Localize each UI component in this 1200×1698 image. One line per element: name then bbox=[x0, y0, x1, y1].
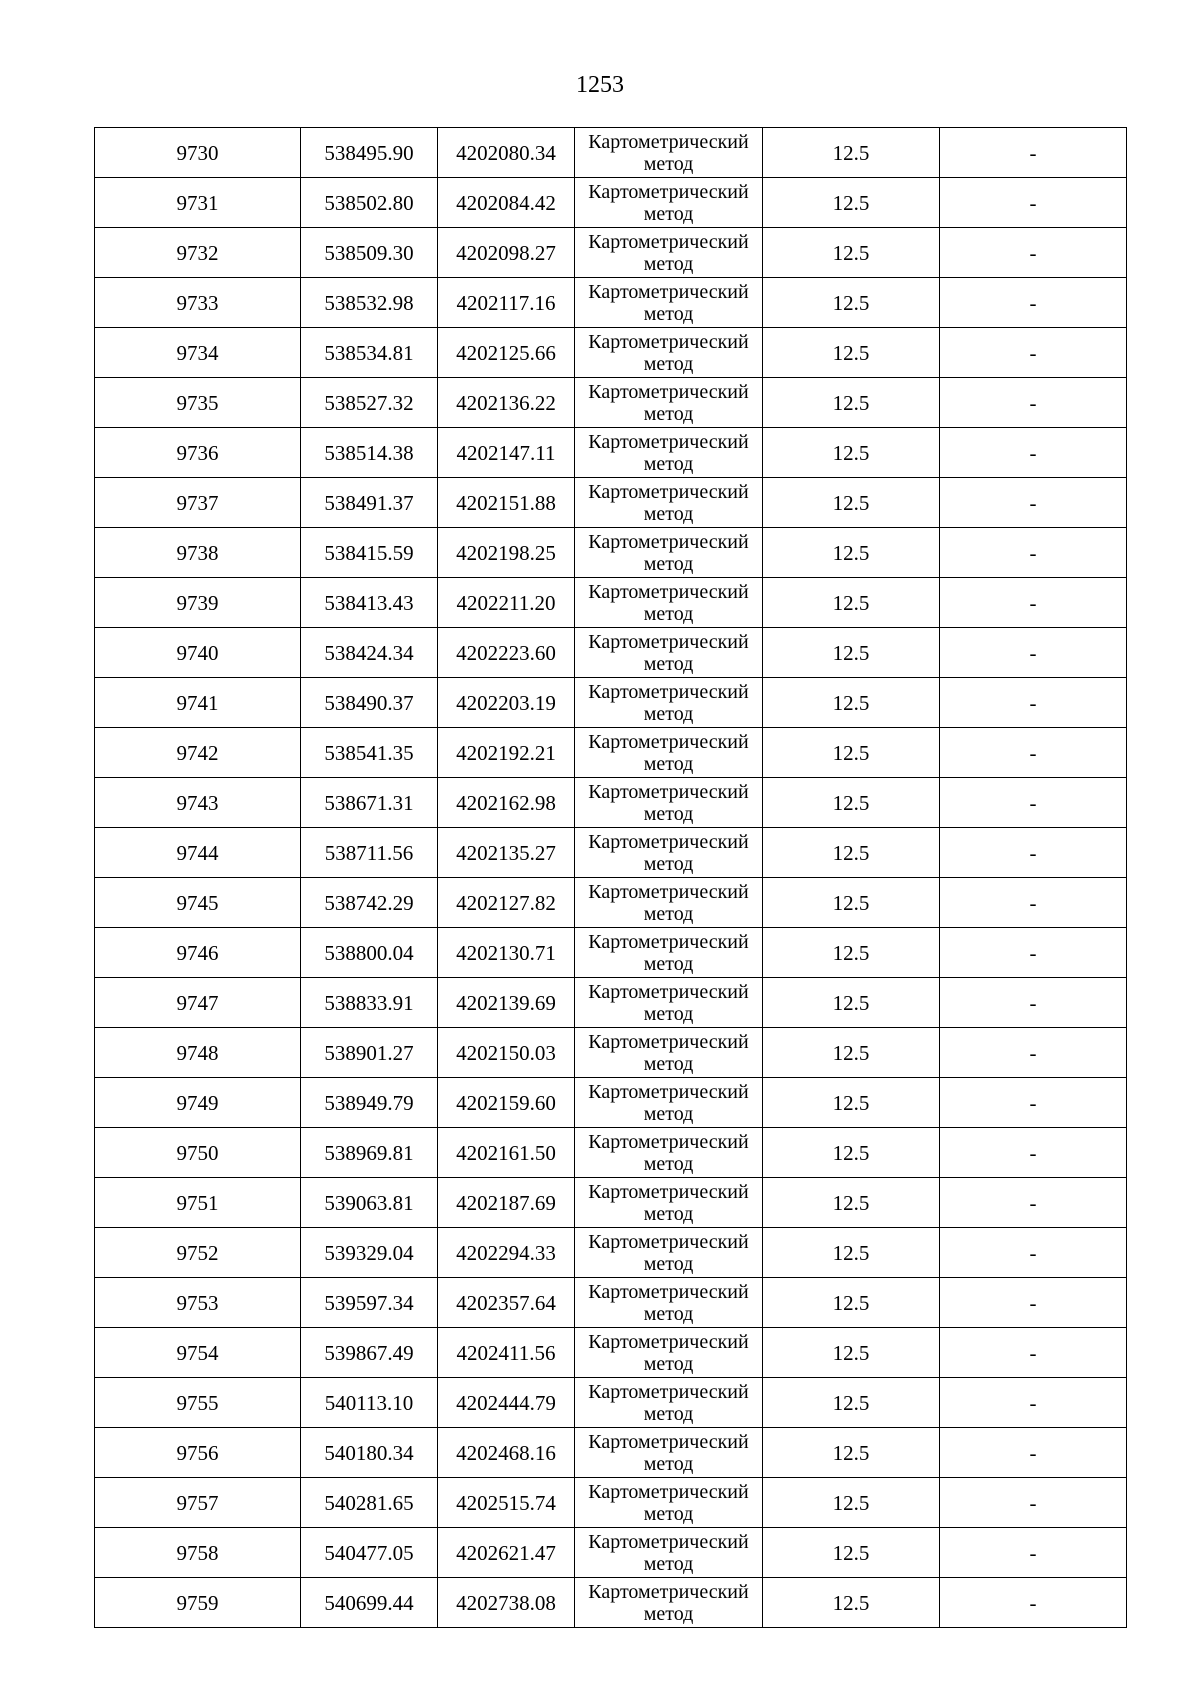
accuracy-cell: 12.5 bbox=[763, 1228, 940, 1278]
table-row bbox=[95, 1578, 1127, 1628]
method-cell bbox=[575, 328, 763, 378]
accuracy-cell: 12.5 bbox=[763, 728, 940, 778]
accuracy-cell: 12.5 bbox=[763, 1478, 940, 1528]
y-coordinate-cell: 4202150.03 bbox=[438, 1028, 575, 1078]
accuracy-cell: 12.5 bbox=[763, 1278, 940, 1328]
method-line-1: Картометрический bbox=[588, 1080, 749, 1103]
accuracy-cell: 12.5 bbox=[763, 828, 940, 878]
accuracy-cell: 12.5 bbox=[763, 678, 940, 728]
method-line-1: Картометрический bbox=[588, 1130, 749, 1153]
table-row bbox=[95, 1128, 1127, 1178]
method-line-1: Картометрический bbox=[588, 1330, 749, 1353]
method-line-2: метод bbox=[643, 252, 694, 275]
method-line-1: Картометрический bbox=[588, 1180, 749, 1203]
accuracy-cell: 12.5 bbox=[763, 1578, 940, 1628]
note-cell: - bbox=[940, 528, 1127, 578]
accuracy-cell: 12.5 bbox=[763, 778, 940, 828]
method-line-2: метод bbox=[643, 302, 694, 325]
point-number-cell: 9756 bbox=[95, 1428, 301, 1478]
accuracy-cell: 12.5 bbox=[763, 1428, 940, 1478]
coordinates-table bbox=[94, 127, 1127, 1628]
y-coordinate-cell: 4202147.11 bbox=[438, 428, 575, 478]
method-line-1: Картометрический bbox=[588, 1030, 749, 1053]
method-cell bbox=[575, 778, 763, 828]
method-cell bbox=[575, 828, 763, 878]
table-row bbox=[95, 1078, 1127, 1128]
method-line-2: метод bbox=[643, 452, 694, 475]
method-cell bbox=[575, 728, 763, 778]
table-row bbox=[95, 878, 1127, 928]
table-row bbox=[95, 778, 1127, 828]
table-row bbox=[95, 1178, 1127, 1228]
point-number-cell: 9730 bbox=[95, 128, 301, 178]
accuracy-cell: 12.5 bbox=[763, 1178, 940, 1228]
point-number-cell: 9752 bbox=[95, 1228, 301, 1278]
method-line-1: Картометрический bbox=[588, 280, 749, 303]
point-number-cell: 9741 bbox=[95, 678, 301, 728]
table-row bbox=[95, 128, 1127, 178]
method-line-1: Картометрический bbox=[588, 680, 749, 703]
method-line-2: метод bbox=[643, 1502, 694, 1525]
note-cell: - bbox=[940, 178, 1127, 228]
x-coordinate-cell: 538415.59 bbox=[301, 528, 438, 578]
method-line-1: Картометрический bbox=[588, 1230, 749, 1253]
y-coordinate-cell: 4202203.19 bbox=[438, 678, 575, 728]
point-number-cell: 9742 bbox=[95, 728, 301, 778]
point-number-cell: 9758 bbox=[95, 1528, 301, 1578]
table-row bbox=[95, 428, 1127, 478]
x-coordinate-cell: 538671.31 bbox=[301, 778, 438, 828]
method-cell bbox=[575, 1228, 763, 1278]
x-coordinate-cell: 538711.56 bbox=[301, 828, 438, 878]
method-line-1: Картометрический bbox=[588, 530, 749, 553]
y-coordinate-cell: 4202125.66 bbox=[438, 328, 575, 378]
point-number-cell: 9733 bbox=[95, 278, 301, 328]
note-cell: - bbox=[940, 1078, 1127, 1128]
note-cell: - bbox=[940, 478, 1127, 528]
accuracy-cell: 12.5 bbox=[763, 1128, 940, 1178]
method-cell bbox=[575, 1278, 763, 1328]
table-row bbox=[95, 728, 1127, 778]
table-row bbox=[95, 928, 1127, 978]
table-row bbox=[95, 528, 1127, 578]
method-line-2: метод bbox=[643, 1552, 694, 1575]
table-row bbox=[95, 328, 1127, 378]
point-number-cell: 9735 bbox=[95, 378, 301, 428]
y-coordinate-cell: 4202223.60 bbox=[438, 628, 575, 678]
method-line-1: Картометрический bbox=[588, 180, 749, 203]
method-cell bbox=[575, 978, 763, 1028]
method-line-1: Картометрический bbox=[588, 980, 749, 1003]
method-line-2: метод bbox=[643, 1202, 694, 1225]
accuracy-cell: 12.5 bbox=[763, 1028, 940, 1078]
method-cell bbox=[575, 1528, 763, 1578]
point-number-cell: 9736 bbox=[95, 428, 301, 478]
table-row bbox=[95, 1028, 1127, 1078]
method-line-1: Картометрический bbox=[588, 330, 749, 353]
note-cell: - bbox=[940, 1578, 1127, 1628]
table-body bbox=[95, 128, 1127, 1628]
note-cell: - bbox=[940, 428, 1127, 478]
method-cell bbox=[575, 378, 763, 428]
note-cell: - bbox=[940, 928, 1127, 978]
table-row bbox=[95, 578, 1127, 628]
method-line-2: метод bbox=[643, 602, 694, 625]
note-cell: - bbox=[940, 1178, 1127, 1228]
accuracy-cell: 12.5 bbox=[763, 1328, 940, 1378]
note-cell: - bbox=[940, 1328, 1127, 1378]
method-cell bbox=[575, 428, 763, 478]
y-coordinate-cell: 4202294.33 bbox=[438, 1228, 575, 1278]
note-cell: - bbox=[940, 728, 1127, 778]
table-row bbox=[95, 1428, 1127, 1478]
y-coordinate-cell: 4202468.16 bbox=[438, 1428, 575, 1478]
method-line-2: метод bbox=[643, 702, 694, 725]
x-coordinate-cell: 538949.79 bbox=[301, 1078, 438, 1128]
point-number-cell: 9748 bbox=[95, 1028, 301, 1078]
accuracy-cell: 12.5 bbox=[763, 1378, 940, 1428]
point-number-cell: 9746 bbox=[95, 928, 301, 978]
table-row bbox=[95, 1528, 1127, 1578]
accuracy-cell: 12.5 bbox=[763, 928, 940, 978]
method-line-1: Картометрический bbox=[588, 1480, 749, 1503]
table-row bbox=[95, 678, 1127, 728]
point-number-cell: 9740 bbox=[95, 628, 301, 678]
table-row bbox=[95, 1478, 1127, 1528]
method-line-1: Картометрический bbox=[588, 1530, 749, 1553]
table-row bbox=[95, 1328, 1127, 1378]
x-coordinate-cell: 538534.81 bbox=[301, 328, 438, 378]
note-cell: - bbox=[940, 1128, 1127, 1178]
method-line-1: Картометрический bbox=[588, 1280, 749, 1303]
y-coordinate-cell: 4202187.69 bbox=[438, 1178, 575, 1228]
method-line-1: Картометрический bbox=[588, 480, 749, 503]
x-coordinate-cell: 540281.65 bbox=[301, 1478, 438, 1528]
x-coordinate-cell: 539063.81 bbox=[301, 1178, 438, 1228]
method-line-1: Картометрический bbox=[588, 1380, 749, 1403]
x-coordinate-cell: 538502.80 bbox=[301, 178, 438, 228]
accuracy-cell: 12.5 bbox=[763, 228, 940, 278]
method-line-2: метод bbox=[643, 1452, 694, 1475]
note-cell: - bbox=[940, 828, 1127, 878]
note-cell: - bbox=[940, 878, 1127, 928]
accuracy-cell: 12.5 bbox=[763, 978, 940, 1028]
method-cell bbox=[575, 1428, 763, 1478]
x-coordinate-cell: 538491.37 bbox=[301, 478, 438, 528]
method-line-1: Картометрический bbox=[588, 830, 749, 853]
note-cell: - bbox=[940, 278, 1127, 328]
y-coordinate-cell: 4202515.74 bbox=[438, 1478, 575, 1528]
point-number-cell: 9734 bbox=[95, 328, 301, 378]
method-cell bbox=[575, 1378, 763, 1428]
method-cell bbox=[575, 678, 763, 728]
x-coordinate-cell: 539867.49 bbox=[301, 1328, 438, 1378]
note-cell: - bbox=[940, 1478, 1127, 1528]
y-coordinate-cell: 4202192.21 bbox=[438, 728, 575, 778]
y-coordinate-cell: 4202127.82 bbox=[438, 878, 575, 928]
method-line-1: Картометрический bbox=[588, 1580, 749, 1603]
note-cell: - bbox=[940, 378, 1127, 428]
note-cell: - bbox=[940, 678, 1127, 728]
method-cell bbox=[575, 178, 763, 228]
accuracy-cell: 12.5 bbox=[763, 328, 940, 378]
accuracy-cell: 12.5 bbox=[763, 478, 940, 528]
x-coordinate-cell: 538490.37 bbox=[301, 678, 438, 728]
table-row bbox=[95, 628, 1127, 678]
x-coordinate-cell: 540477.05 bbox=[301, 1528, 438, 1578]
method-line-2: метод bbox=[643, 1152, 694, 1175]
x-coordinate-cell: 538833.91 bbox=[301, 978, 438, 1028]
note-cell: - bbox=[940, 1278, 1127, 1328]
method-line-2: метод bbox=[643, 1602, 694, 1625]
note-cell: - bbox=[940, 1528, 1127, 1578]
accuracy-cell: 12.5 bbox=[763, 1078, 940, 1128]
x-coordinate-cell: 539329.04 bbox=[301, 1228, 438, 1278]
y-coordinate-cell: 4202411.56 bbox=[438, 1328, 575, 1378]
method-cell bbox=[575, 1328, 763, 1378]
accuracy-cell: 12.5 bbox=[763, 178, 940, 228]
point-number-cell: 9744 bbox=[95, 828, 301, 878]
method-cell bbox=[575, 128, 763, 178]
method-line-1: Картометрический bbox=[588, 430, 749, 453]
note-cell: - bbox=[940, 778, 1127, 828]
y-coordinate-cell: 4202162.98 bbox=[438, 778, 575, 828]
table-row bbox=[95, 1378, 1127, 1428]
method-line-1: Картометрический bbox=[588, 130, 749, 153]
method-cell bbox=[575, 528, 763, 578]
point-number-cell: 9749 bbox=[95, 1078, 301, 1128]
method-line-2: метод bbox=[643, 502, 694, 525]
y-coordinate-cell: 4202198.25 bbox=[438, 528, 575, 578]
point-number-cell: 9759 bbox=[95, 1578, 301, 1628]
method-cell bbox=[575, 578, 763, 628]
x-coordinate-cell: 538541.35 bbox=[301, 728, 438, 778]
method-line-2: метод bbox=[643, 1402, 694, 1425]
method-line-2: метод bbox=[643, 852, 694, 875]
method-line-2: метод bbox=[643, 802, 694, 825]
accuracy-cell: 12.5 bbox=[763, 278, 940, 328]
point-number-cell: 9747 bbox=[95, 978, 301, 1028]
method-cell bbox=[575, 1078, 763, 1128]
x-coordinate-cell: 538527.32 bbox=[301, 378, 438, 428]
y-coordinate-cell: 4202444.79 bbox=[438, 1378, 575, 1428]
note-cell: - bbox=[940, 628, 1127, 678]
method-line-1: Картометрический bbox=[588, 580, 749, 603]
method-cell bbox=[575, 1128, 763, 1178]
note-cell: - bbox=[940, 1028, 1127, 1078]
x-coordinate-cell: 538509.30 bbox=[301, 228, 438, 278]
method-cell bbox=[575, 1578, 763, 1628]
method-line-1: Картометрический bbox=[588, 630, 749, 653]
accuracy-cell: 12.5 bbox=[763, 878, 940, 928]
note-cell: - bbox=[940, 128, 1127, 178]
x-coordinate-cell: 538901.27 bbox=[301, 1028, 438, 1078]
y-coordinate-cell: 4202130.71 bbox=[438, 928, 575, 978]
x-coordinate-cell: 538969.81 bbox=[301, 1128, 438, 1178]
y-coordinate-cell: 4202159.60 bbox=[438, 1078, 575, 1128]
method-line-2: метод bbox=[643, 402, 694, 425]
accuracy-cell: 12.5 bbox=[763, 378, 940, 428]
x-coordinate-cell: 538424.34 bbox=[301, 628, 438, 678]
table-row bbox=[95, 828, 1127, 878]
y-coordinate-cell: 4202211.20 bbox=[438, 578, 575, 628]
table-row bbox=[95, 178, 1127, 228]
method-line-2: метод bbox=[643, 1252, 694, 1275]
point-number-cell: 9731 bbox=[95, 178, 301, 228]
method-cell bbox=[575, 878, 763, 928]
y-coordinate-cell: 4202098.27 bbox=[438, 228, 575, 278]
method-line-2: метод bbox=[643, 1352, 694, 1375]
x-coordinate-cell: 540113.10 bbox=[301, 1378, 438, 1428]
x-coordinate-cell: 538800.04 bbox=[301, 928, 438, 978]
method-cell bbox=[575, 628, 763, 678]
point-number-cell: 9750 bbox=[95, 1128, 301, 1178]
note-cell: - bbox=[940, 1428, 1127, 1478]
y-coordinate-cell: 4202139.69 bbox=[438, 978, 575, 1028]
x-coordinate-cell: 538532.98 bbox=[301, 278, 438, 328]
y-coordinate-cell: 4202151.88 bbox=[438, 478, 575, 528]
method-line-2: метод bbox=[643, 1052, 694, 1075]
method-cell bbox=[575, 928, 763, 978]
y-coordinate-cell: 4202357.64 bbox=[438, 1278, 575, 1328]
table-row bbox=[95, 228, 1127, 278]
point-number-cell: 9737 bbox=[95, 478, 301, 528]
accuracy-cell: 12.5 bbox=[763, 628, 940, 678]
point-number-cell: 9757 bbox=[95, 1478, 301, 1528]
y-coordinate-cell: 4202084.42 bbox=[438, 178, 575, 228]
method-cell bbox=[575, 278, 763, 328]
accuracy-cell: 12.5 bbox=[763, 528, 940, 578]
method-line-2: метод bbox=[643, 1302, 694, 1325]
method-line-2: метод bbox=[643, 202, 694, 225]
method-cell bbox=[575, 228, 763, 278]
accuracy-cell: 12.5 bbox=[763, 1528, 940, 1578]
method-cell bbox=[575, 478, 763, 528]
method-line-2: метод bbox=[643, 952, 694, 975]
y-coordinate-cell: 4202621.47 bbox=[438, 1528, 575, 1578]
method-line-1: Картометрический bbox=[588, 880, 749, 903]
point-number-cell: 9732 bbox=[95, 228, 301, 278]
method-line-2: метод bbox=[643, 552, 694, 575]
table-row bbox=[95, 278, 1127, 328]
method-cell bbox=[575, 1478, 763, 1528]
method-line-2: метод bbox=[643, 152, 694, 175]
note-cell: - bbox=[940, 228, 1127, 278]
method-line-1: Картометрический bbox=[588, 780, 749, 803]
point-number-cell: 9755 bbox=[95, 1378, 301, 1428]
method-line-2: метод bbox=[643, 1102, 694, 1125]
table-row bbox=[95, 1278, 1127, 1328]
y-coordinate-cell: 4202136.22 bbox=[438, 378, 575, 428]
x-coordinate-cell: 538742.29 bbox=[301, 878, 438, 928]
y-coordinate-cell: 4202117.16 bbox=[438, 278, 575, 328]
method-line-2: метод bbox=[643, 652, 694, 675]
table-row bbox=[95, 1228, 1127, 1278]
table-row bbox=[95, 378, 1127, 428]
x-coordinate-cell: 538514.38 bbox=[301, 428, 438, 478]
method-line-1: Картометрический bbox=[588, 230, 749, 253]
x-coordinate-cell: 539597.34 bbox=[301, 1278, 438, 1328]
method-line-2: метод bbox=[643, 352, 694, 375]
point-number-cell: 9751 bbox=[95, 1178, 301, 1228]
method-line-1: Картометрический bbox=[588, 730, 749, 753]
point-number-cell: 9739 bbox=[95, 578, 301, 628]
y-coordinate-cell: 4202080.34 bbox=[438, 128, 575, 178]
method-cell bbox=[575, 1028, 763, 1078]
x-coordinate-cell: 540180.34 bbox=[301, 1428, 438, 1478]
accuracy-cell: 12.5 bbox=[763, 428, 940, 478]
y-coordinate-cell: 4202161.50 bbox=[438, 1128, 575, 1178]
note-cell: - bbox=[940, 328, 1127, 378]
note-cell: - bbox=[940, 1378, 1127, 1428]
accuracy-cell: 12.5 bbox=[763, 578, 940, 628]
point-number-cell: 9754 bbox=[95, 1328, 301, 1378]
method-line-1: Картометрический bbox=[588, 380, 749, 403]
page-number: 1253 bbox=[576, 72, 624, 98]
table-row bbox=[95, 978, 1127, 1028]
note-cell: - bbox=[940, 1228, 1127, 1278]
y-coordinate-cell: 4202738.08 bbox=[438, 1578, 575, 1628]
table-row bbox=[95, 478, 1127, 528]
method-line-2: метод bbox=[643, 752, 694, 775]
x-coordinate-cell: 538495.90 bbox=[301, 128, 438, 178]
method-line-2: метод bbox=[643, 902, 694, 925]
x-coordinate-cell: 538413.43 bbox=[301, 578, 438, 628]
x-coordinate-cell: 540699.44 bbox=[301, 1578, 438, 1628]
point-number-cell: 9753 bbox=[95, 1278, 301, 1328]
point-number-cell: 9738 bbox=[95, 528, 301, 578]
method-cell bbox=[575, 1178, 763, 1228]
y-coordinate-cell: 4202135.27 bbox=[438, 828, 575, 878]
point-number-cell: 9745 bbox=[95, 878, 301, 928]
point-number-cell: 9743 bbox=[95, 778, 301, 828]
accuracy-cell: 12.5 bbox=[763, 128, 940, 178]
note-cell: - bbox=[940, 978, 1127, 1028]
note-cell: - bbox=[940, 578, 1127, 628]
method-line-1: Картометрический bbox=[588, 1430, 749, 1453]
method-line-1: Картометрический bbox=[588, 930, 749, 953]
method-line-2: метод bbox=[643, 1002, 694, 1025]
